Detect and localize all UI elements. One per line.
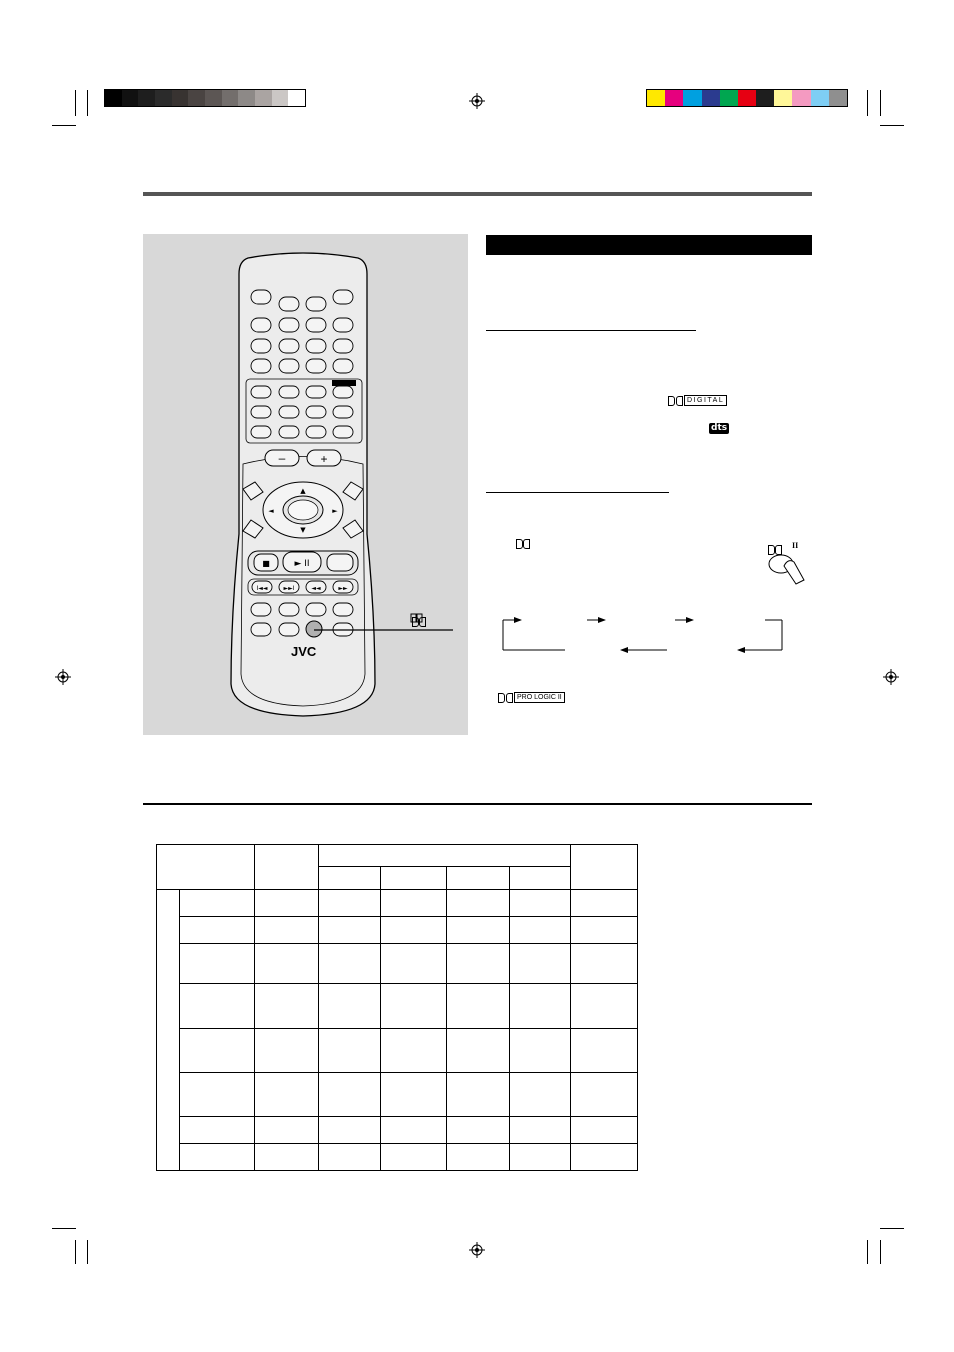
svg-text:◄◄: ◄◄ [311, 585, 321, 592]
registration-mark-icon [883, 669, 899, 685]
calibration-swatch [774, 90, 792, 106]
dolby-digital-logo [668, 395, 727, 406]
remote-button [279, 359, 299, 373]
calibration-swatch [683, 90, 701, 106]
remote-button [306, 603, 326, 616]
crop-mark [880, 125, 904, 126]
crop-mark [87, 90, 88, 116]
remote-button [279, 406, 299, 418]
calibration-swatch [205, 90, 222, 106]
dolby-double-d-icon [498, 693, 513, 703]
crop-mark [75, 90, 76, 116]
remote-button [333, 406, 353, 418]
table-header-cell [255, 845, 319, 890]
remote-button [306, 426, 326, 438]
dolby-double-d-icon [516, 536, 530, 554]
pointing-finger-icon [766, 552, 810, 586]
dts-logo [709, 423, 729, 434]
speaker-table [156, 844, 638, 1171]
table-header-cell [510, 867, 571, 890]
section-rule [143, 803, 812, 805]
plii-button-illustration [766, 542, 810, 586]
crop-mark [880, 90, 881, 116]
table-header-cell [157, 845, 255, 890]
remote-button [251, 623, 271, 636]
svg-text:–: – [278, 451, 286, 465]
remote-button [333, 318, 353, 332]
crop-mark [87, 1240, 88, 1264]
remote-button [251, 318, 271, 332]
crop-mark [867, 90, 868, 116]
remote-button [251, 339, 271, 353]
remote-button [279, 297, 299, 311]
remote-button [251, 359, 271, 373]
subsection-underline [486, 492, 669, 493]
table-header-cell [381, 867, 447, 890]
remote-button [333, 290, 353, 304]
remote-button [333, 359, 353, 373]
calibration-swatch [172, 90, 189, 106]
remote-button [306, 318, 326, 332]
table-header-cell [319, 845, 571, 867]
calibration-swatch [720, 90, 738, 106]
calibration-swatch [272, 90, 289, 106]
calibration-swatch [138, 90, 155, 106]
calibration-swatch [288, 90, 305, 106]
crop-mark [75, 1240, 76, 1264]
plii-label: II [792, 541, 799, 550]
remote-button [333, 603, 353, 616]
remote-button [333, 339, 353, 353]
table-row [157, 1117, 638, 1144]
dolby-double-d-icon [668, 396, 683, 406]
table-row [157, 1144, 638, 1171]
calibration-swatch [811, 90, 829, 106]
svg-text:+: + [320, 452, 328, 466]
svg-text:■: ■ [262, 559, 270, 568]
calibration-swatch [792, 90, 810, 106]
remote-button [306, 406, 326, 418]
crop-mark [52, 1228, 76, 1229]
dolby-digital-label: DIGITAL [684, 395, 727, 406]
remote-control-illustration [143, 234, 468, 735]
registration-mark-icon [55, 669, 71, 685]
calibration-swatch [829, 90, 847, 106]
calibration-swatch [238, 90, 255, 106]
calibration-swatch [222, 90, 239, 106]
svg-text:►►: ►► [338, 585, 348, 592]
calibration-swatch [255, 90, 272, 106]
calibration-swatch [665, 90, 683, 106]
remote-button [251, 290, 271, 304]
calibration-swatch [188, 90, 205, 106]
remote-button [279, 339, 299, 353]
crop-mark [52, 125, 76, 126]
registration-mark-icon [469, 93, 485, 109]
calibration-swatch [155, 90, 172, 106]
dolby-pro-logic-ii-logo [498, 692, 565, 703]
svg-text:►: ► [332, 507, 338, 515]
table-row [157, 984, 638, 1029]
table-row [157, 1029, 638, 1073]
table-header-cell [447, 867, 510, 890]
svg-text:▲: ▲ [300, 487, 306, 495]
remote-button [279, 386, 299, 398]
table-header-cell [319, 867, 381, 890]
dts-label: dts [711, 423, 728, 433]
svg-text:►►I: ►►I [283, 585, 295, 592]
remote-button [279, 603, 299, 616]
calibration-swatch [756, 90, 774, 106]
remote-button [251, 603, 271, 616]
remote-button [333, 426, 353, 438]
remote-button [306, 386, 326, 398]
table-row [157, 917, 638, 944]
svg-text:▼: ▼ [300, 526, 306, 534]
top-rule [143, 192, 812, 196]
section-heading-bar [486, 235, 812, 255]
remote-button [306, 359, 326, 373]
remote-button [279, 623, 299, 636]
pro-logic-label: PRO LOGIC II [514, 692, 565, 703]
registration-mark-icon [469, 1242, 485, 1258]
svg-text:◄: ◄ [268, 507, 274, 515]
remote-button [333, 386, 353, 398]
remote-button [279, 426, 299, 438]
remote-button [279, 318, 299, 332]
color-calibration-strip [646, 89, 848, 107]
svg-text:JVC: JVC [291, 644, 317, 659]
crop-mark [867, 1240, 868, 1264]
grayscale-calibration-strip [104, 89, 306, 107]
table-row [157, 1073, 638, 1117]
crop-mark [880, 1240, 881, 1264]
table-row [157, 890, 638, 917]
dolby-double-d-icon [412, 614, 426, 632]
subsection-underline [486, 330, 696, 331]
calibration-swatch [647, 90, 665, 106]
mode-cycle-diagram [495, 612, 790, 658]
svg-text:► II: ► II [294, 559, 310, 569]
crop-mark [880, 1228, 904, 1229]
calibration-swatch [122, 90, 139, 106]
remote-button [251, 386, 271, 398]
calibration-swatch [105, 90, 122, 106]
calibration-swatch [702, 90, 720, 106]
remote-button [251, 426, 271, 438]
remote-button [306, 339, 326, 353]
remote-button [251, 406, 271, 418]
remote-button [306, 297, 326, 311]
table-header-cell [571, 845, 638, 890]
svg-text:I◄◄: I◄◄ [256, 585, 268, 592]
table-row [157, 944, 638, 984]
table-group-cell [157, 890, 180, 1171]
calibration-swatch [738, 90, 756, 106]
